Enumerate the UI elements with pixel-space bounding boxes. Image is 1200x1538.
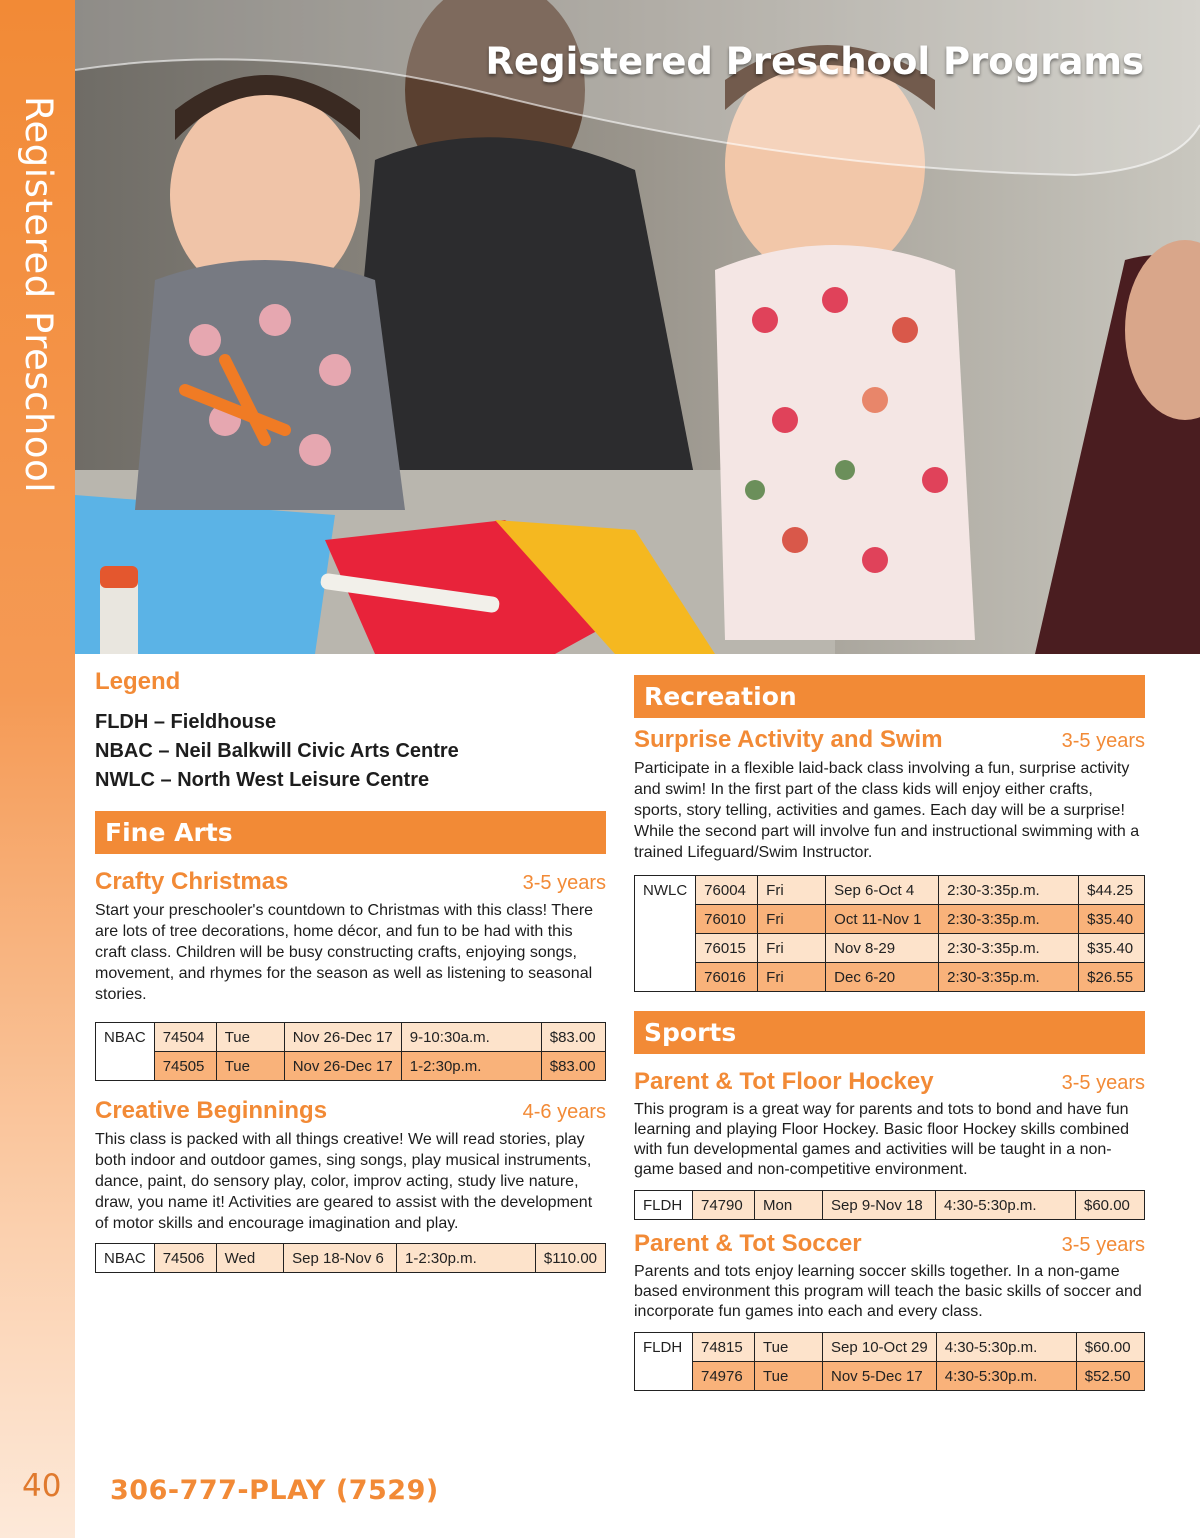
program-soccer bbox=[634, 1230, 1145, 1391]
program-title: Creative Beginnings bbox=[95, 1097, 328, 1124]
program-title: Crafty Christmas bbox=[95, 868, 289, 895]
section-band-recreation: Recreation bbox=[634, 675, 1145, 718]
legend-item: NWLC – North West Leisure Centre bbox=[95, 769, 430, 791]
price-cell: $60.00 bbox=[1076, 1333, 1144, 1362]
dates-cell: Sep 9-Nov 18 bbox=[823, 1191, 936, 1220]
code-cell: 74505 bbox=[154, 1052, 216, 1081]
price-cell: $44.25 bbox=[1079, 876, 1145, 905]
dates-cell: Oct 11-Nov 1 bbox=[826, 905, 939, 934]
table-row bbox=[635, 934, 1145, 963]
dates-cell: Sep 18-Nov 6 bbox=[284, 1244, 397, 1273]
table-row bbox=[635, 1333, 1145, 1362]
price-cell: $52.50 bbox=[1076, 1362, 1144, 1391]
program-age: 3-5 years bbox=[1061, 730, 1145, 752]
program-age: 4-6 years bbox=[522, 1101, 606, 1123]
table-row bbox=[635, 963, 1145, 992]
table-row bbox=[96, 1023, 606, 1052]
price-cell: $26.55 bbox=[1079, 963, 1145, 992]
day-cell: Fri bbox=[758, 934, 826, 963]
time-cell: 2:30-3:35p.m. bbox=[939, 963, 1079, 992]
dates-cell: Nov 5-Dec 17 bbox=[823, 1362, 937, 1391]
program-description: Participate in a flexible laid-back class involving a fun, surprise activity and swim! In the first part of the class kids will enjoy either crafts, sports, story telling, activities and games. Each day will be a surprise! While the second part will involve fun and instructional swimming with a trained Lifeguard/Swim Instructor. bbox=[634, 760, 1140, 861]
price-cell: $83.00 bbox=[541, 1023, 605, 1052]
program-surprise-activity-swim bbox=[634, 726, 1145, 992]
section-band-fine-arts: Fine Arts bbox=[95, 811, 606, 854]
program-creative-beginnings bbox=[95, 1097, 606, 1273]
legend-item: NBAC – Neil Balkwill Civic Arts Centre bbox=[95, 740, 459, 762]
price-cell: $110.00 bbox=[535, 1244, 605, 1273]
time-cell: 1-2:30p.m. bbox=[401, 1052, 541, 1081]
right-column bbox=[634, 675, 1145, 1391]
code-cell: 76004 bbox=[696, 876, 758, 905]
price-cell: $35.40 bbox=[1079, 905, 1145, 934]
dates-cell: Nov 26-Dec 17 bbox=[284, 1052, 401, 1081]
section-band-sports: Sports bbox=[634, 1011, 1145, 1054]
dates-cell: Sep 6-Oct 4 bbox=[826, 876, 939, 905]
dates-cell: Dec 6-20 bbox=[826, 963, 939, 992]
time-cell: 9-10:30a.m. bbox=[401, 1023, 541, 1052]
program-description: Parents and tots enjoy learning soccer skills together. In a non-game based environment this program will teach the basic skills of soccer and incorporate fun games into each and every class. bbox=[634, 1263, 1142, 1320]
price-cell: $60.00 bbox=[1076, 1191, 1145, 1220]
dates-cell: Nov 8-29 bbox=[826, 934, 939, 963]
code-cell: 74504 bbox=[154, 1023, 216, 1052]
location-cell: NBAC bbox=[96, 1244, 155, 1273]
table-row bbox=[635, 1362, 1145, 1391]
code-cell: 76010 bbox=[696, 905, 758, 934]
program-description: Start your preschooler's countdown to Christmas with this class! There are lots of tree decorations, home décor, and fun to be had with this craft class. Children will be busy constructing crafts, enjoying songs, movement, and rhymes for the season as well as listening to seasonal stories. bbox=[95, 902, 594, 1003]
program-crafty-christmas bbox=[95, 868, 606, 1081]
day-cell: Tue bbox=[755, 1333, 823, 1362]
schedule-table bbox=[634, 875, 1145, 992]
program-age: 3-5 years bbox=[1061, 1072, 1145, 1094]
program-title: Parent & Tot Soccer bbox=[634, 1230, 862, 1257]
day-cell: Wed bbox=[216, 1244, 284, 1273]
program-title: Parent & Tot Floor Hockey bbox=[634, 1068, 934, 1095]
hero-illustration bbox=[75, 0, 1200, 654]
table-row bbox=[635, 876, 1145, 905]
time-cell: 4:30-5:30p.m. bbox=[936, 1191, 1076, 1220]
code-cell: 76016 bbox=[696, 963, 758, 992]
page-number: 40 bbox=[22, 1468, 62, 1504]
dates-cell: Sep 10-Oct 29 bbox=[823, 1333, 937, 1362]
code-cell: 74506 bbox=[154, 1244, 216, 1273]
side-title: Registered Preschool bbox=[17, 96, 60, 493]
time-cell: 2:30-3:35p.m. bbox=[939, 934, 1079, 963]
schedule-table bbox=[95, 1243, 606, 1273]
program-floor-hockey bbox=[634, 1068, 1145, 1220]
price-cell: $83.00 bbox=[541, 1052, 605, 1081]
location-cell: NBAC bbox=[96, 1023, 155, 1081]
program-description: This program is a great way for parents and tots to bond and have fun learning and playing Floor Hockey. Basic floor Hockey skills combined with fun developmental games and activities will be taught in a non-game based and non-competitive environment. bbox=[634, 1101, 1130, 1178]
code-cell: 74815 bbox=[693, 1333, 755, 1362]
left-column bbox=[95, 668, 606, 1273]
code-cell: 74976 bbox=[693, 1362, 755, 1391]
hero-title: Registered Preschool Programs bbox=[485, 40, 1144, 83]
location-cell: FLDH bbox=[635, 1191, 693, 1220]
hero-photo bbox=[75, 0, 1200, 654]
program-description: This class is packed with all things creative! We will read stories, play both indoor and outdoor games, sing songs, play musical instruments, dance, paint, do sensory play, color, improv acting, study live nature, draw, you name it! Activities are geared to assist with the development of motor skills and encourage imagination and play. bbox=[95, 1131, 593, 1232]
schedule-table bbox=[95, 1022, 606, 1081]
program-age: 3-5 years bbox=[1061, 1234, 1145, 1256]
day-cell: Tue bbox=[755, 1362, 823, 1391]
location-cell: NWLC bbox=[635, 876, 696, 992]
legend-item: FLDH – Fieldhouse bbox=[95, 711, 277, 733]
day-cell: Tue bbox=[216, 1023, 284, 1052]
schedule-table bbox=[634, 1332, 1145, 1391]
table-row bbox=[635, 1191, 1145, 1220]
phone-number: 306-777-PLAY (7529) bbox=[110, 1475, 439, 1506]
table-row bbox=[96, 1244, 606, 1273]
dates-cell: Nov 26-Dec 17 bbox=[284, 1023, 401, 1052]
time-cell: 2:30-3:35p.m. bbox=[939, 905, 1079, 934]
time-cell: 4:30-5:30p.m. bbox=[936, 1362, 1076, 1391]
table-row bbox=[96, 1052, 606, 1081]
code-cell: 76015 bbox=[696, 934, 758, 963]
table-row bbox=[635, 905, 1145, 934]
price-cell: $35.40 bbox=[1079, 934, 1145, 963]
legend-title: Legend bbox=[95, 668, 181, 695]
time-cell: 4:30-5:30p.m. bbox=[936, 1333, 1076, 1362]
day-cell: Fri bbox=[758, 876, 826, 905]
day-cell: Tue bbox=[216, 1052, 284, 1081]
day-cell: Fri bbox=[758, 905, 826, 934]
program-title: Surprise Activity and Swim bbox=[634, 726, 943, 753]
schedule-table bbox=[634, 1190, 1145, 1220]
time-cell: 1-2:30p.m. bbox=[397, 1244, 536, 1273]
code-cell: 74790 bbox=[693, 1191, 755, 1220]
program-age: 3-5 years bbox=[522, 872, 606, 894]
legend bbox=[95, 668, 606, 795]
time-cell: 2:30-3:35p.m. bbox=[939, 876, 1079, 905]
day-cell: Mon bbox=[755, 1191, 823, 1220]
location-cell: FLDH bbox=[635, 1333, 693, 1391]
day-cell: Fri bbox=[758, 963, 826, 992]
